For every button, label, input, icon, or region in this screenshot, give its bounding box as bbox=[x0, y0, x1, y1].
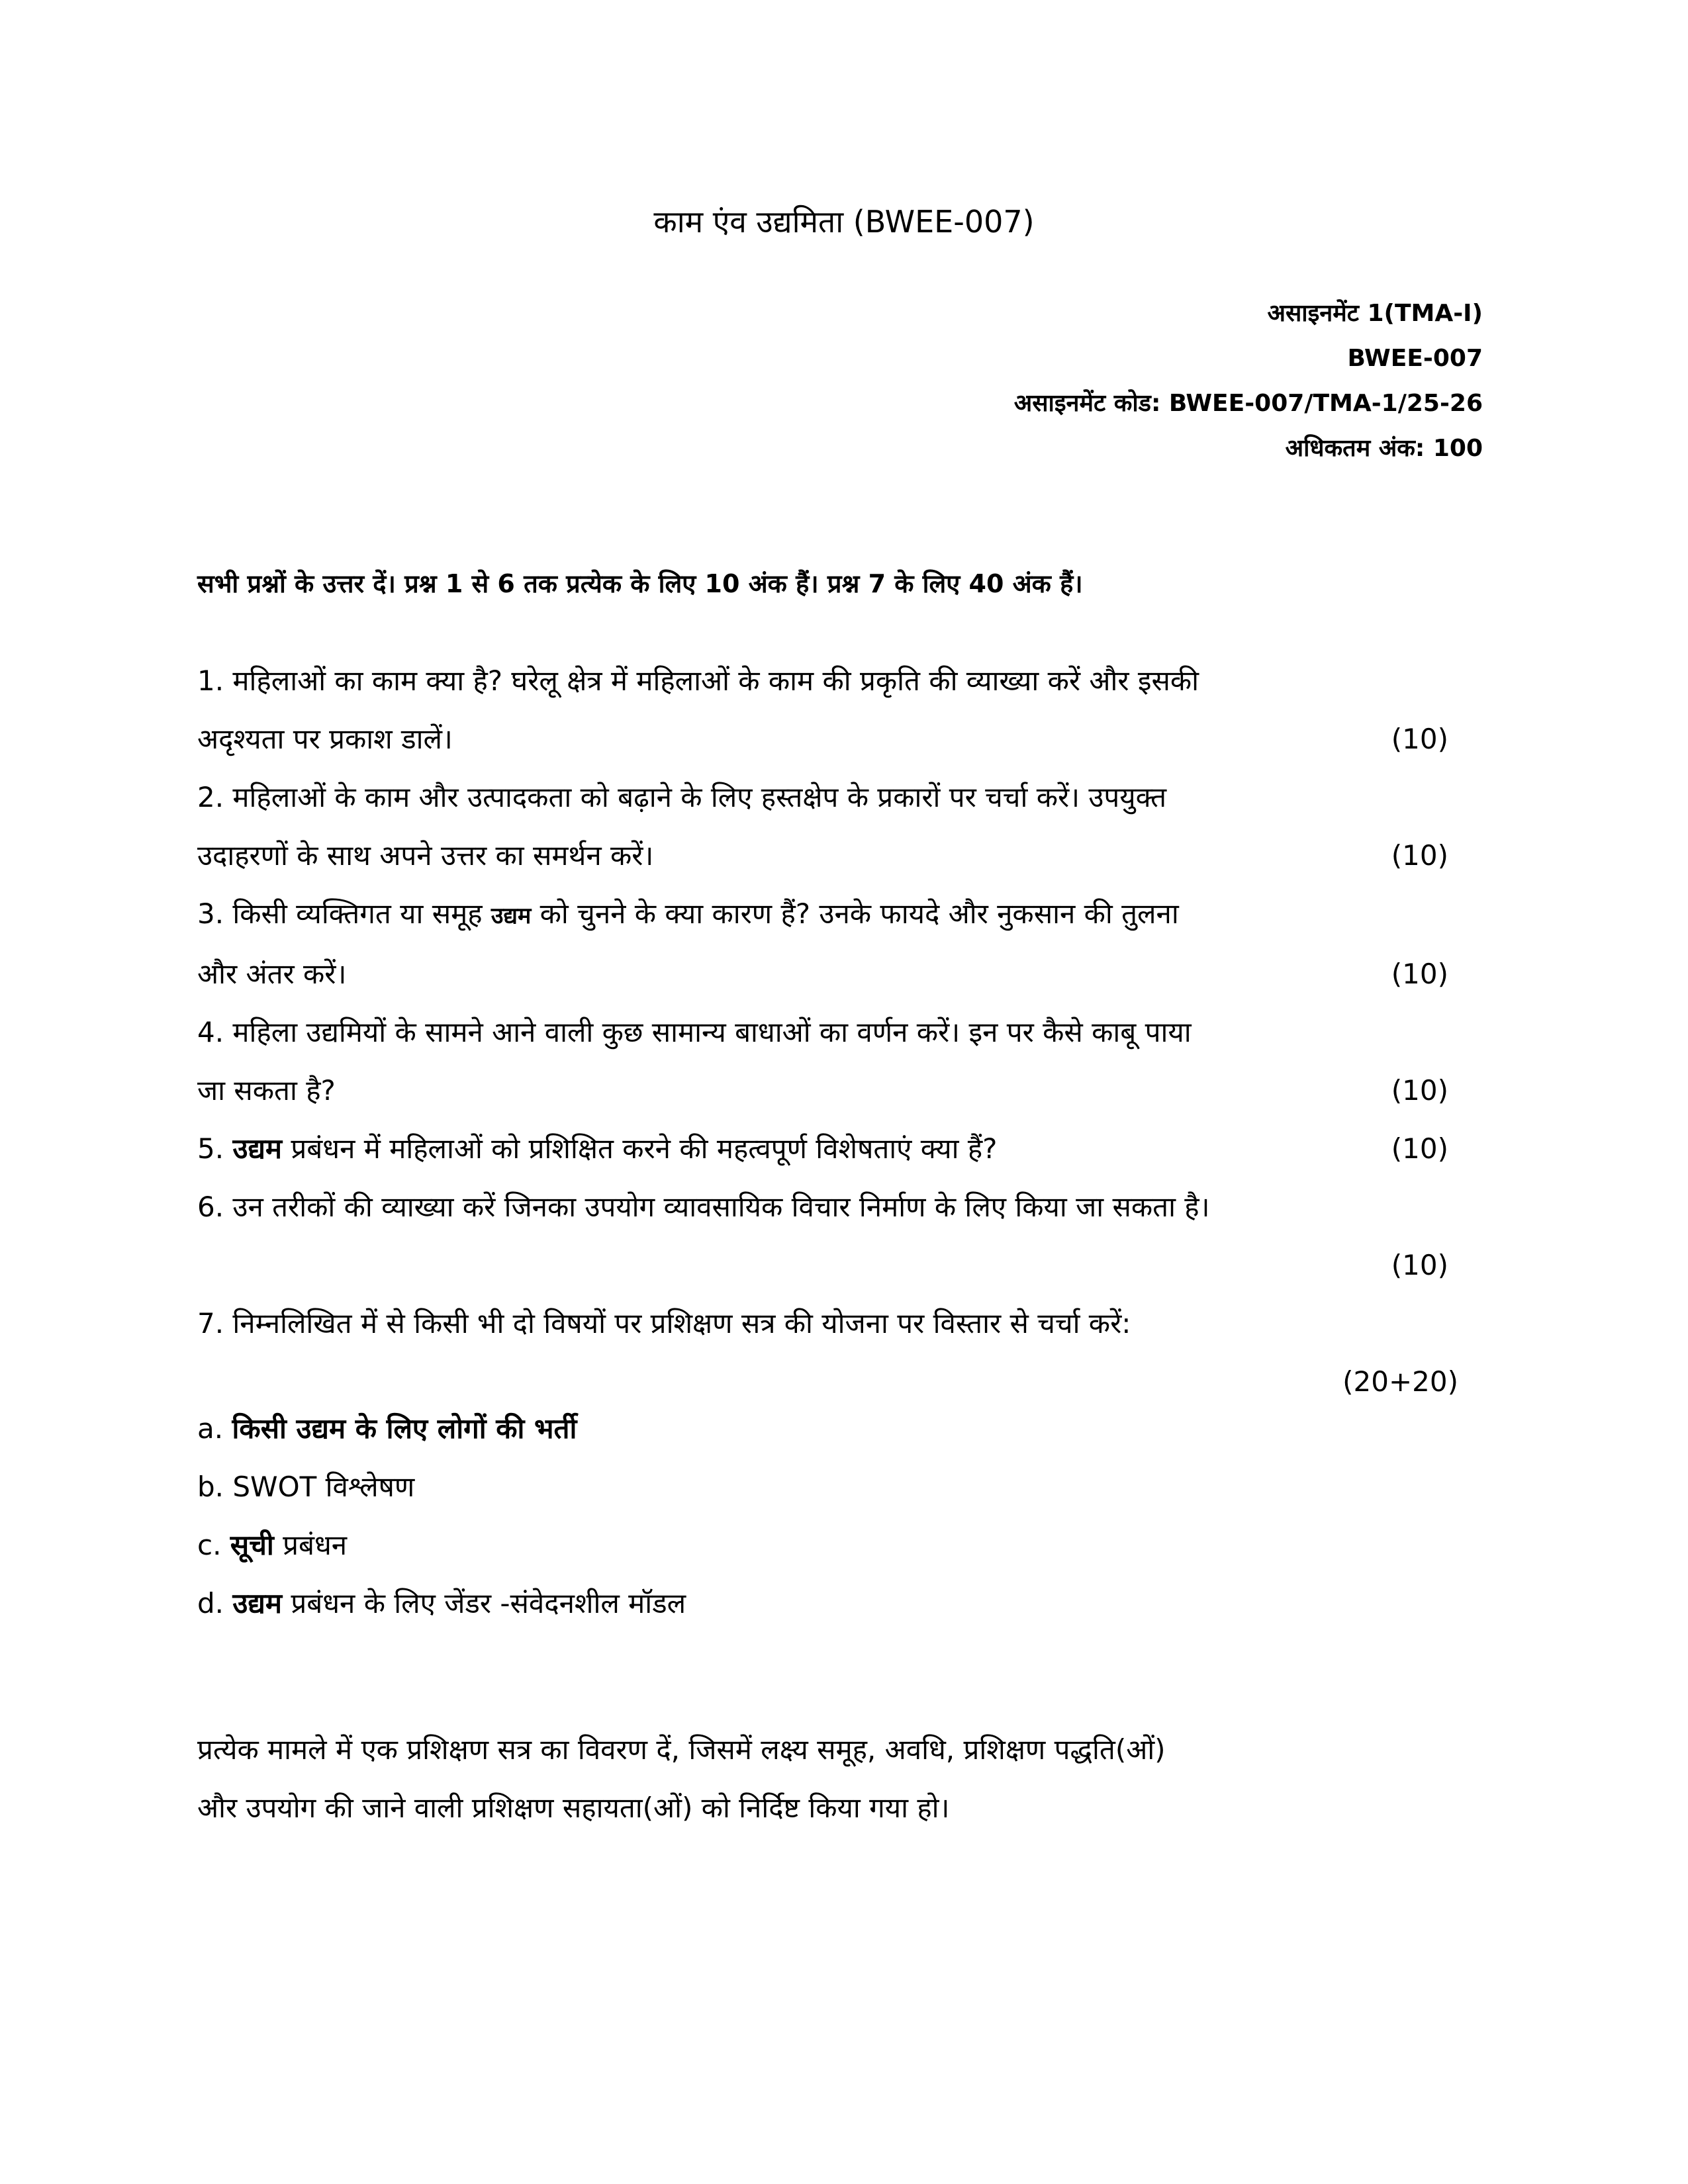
question-text: 3. किसी व्यक्तिगत या समूह उद्यम को चुनने के क्या कारण हैं? उनके फायदे और नुकसान की तुलना bbox=[197, 897, 1179, 930]
course-code: BWEE-007 bbox=[1347, 345, 1483, 372]
question-text: 4. महिला उद्यमियों के सामने आने वाली कुछ सामान्य बाधाओं का वर्णन करें। इन पर कैसे काबू पाया bbox=[197, 1016, 1192, 1048]
document-title: काम एंव उद्यमिता (BWEE-007) bbox=[653, 204, 1035, 240]
assignment-code: असाइनमेंट कोड: BWEE-007/TMA-1/25-26 bbox=[1013, 390, 1483, 417]
assignment-meta bbox=[1014, 291, 1483, 471]
question-marks: (10) bbox=[1391, 958, 1448, 990]
question-1 bbox=[197, 652, 1485, 768]
question-5 bbox=[197, 1120, 1485, 1178]
question-7 bbox=[197, 1295, 1485, 1411]
question-6 bbox=[197, 1178, 1485, 1295]
question-marks: (10) bbox=[1391, 1074, 1448, 1107]
max-marks: अधिकतम अंक: 100 bbox=[1285, 435, 1483, 462]
question-text-continued: जा सकता है? bbox=[197, 1074, 336, 1107]
question-text-continued: अदृश्यता पर प्रकाश डालें। bbox=[197, 723, 453, 755]
footer-line-1: प्रत्येक मामले में एक प्रशिक्षण सत्र का विवरण दें, जिसमें लक्ष्य समूह, अवधि, प्रशिक्षण पद्धति(ओं) bbox=[197, 1733, 1166, 1766]
question-text-continued: और अंतर करें। bbox=[197, 958, 347, 990]
question-text: 2. महिलाओं के काम और उत्पादकता को बढ़ाने के लिए हस्तक्षेप के प्रकारों पर चर्चा करें। उपयुक्त bbox=[197, 781, 1167, 813]
question-list bbox=[197, 652, 1485, 1411]
question-marks: (10) bbox=[1391, 723, 1448, 755]
question-marks: (10) bbox=[1391, 1132, 1448, 1165]
footer-note bbox=[197, 1721, 1166, 1837]
question-text: 6. उन तरीकों की व्याख्या करें जिनका उपयोग व्यावसायिक विचार निर्माण के लिए किया जा सकता है। bbox=[197, 1191, 1210, 1223]
bold-term: उद्यम bbox=[232, 1132, 283, 1165]
question-marks: (20+20) bbox=[1342, 1365, 1458, 1398]
question-marks: (10) bbox=[1391, 839, 1448, 872]
question-4 bbox=[197, 1003, 1485, 1120]
option-c: c. सूची प्रबंधन bbox=[197, 1529, 348, 1561]
bold-term: उद्यम bbox=[491, 903, 532, 929]
option-a: a. किसी उद्यम के लिए लोगों की भर्ती bbox=[197, 1412, 577, 1445]
option-d: d. उद्यम प्रबंधन के लिए जेंडर -संवेदनशील मॉडल bbox=[197, 1587, 686, 1619]
question-2 bbox=[197, 768, 1485, 885]
question-3 bbox=[197, 885, 1485, 1003]
question-text: 5. उद्यम प्रबंधन में महिलाओं को प्रशिक्षित करने की महत्वपूर्ण विशेषताएं क्या हैं? bbox=[197, 1132, 998, 1165]
question-marks: (10) bbox=[1391, 1249, 1448, 1281]
footer-line-2: और उपयोग की जाने वाली प्रशिक्षण सहायता(ओं) को निर्दिष्ट किया गया हो। bbox=[197, 1792, 950, 1824]
topic-options bbox=[197, 1400, 686, 1633]
assignment-number: असाइनमेंट 1(TMA-I) bbox=[1267, 300, 1483, 327]
question-text-continued: उदाहरणों के साथ अपने उत्तर का समर्थन करें। bbox=[197, 839, 654, 872]
instructions: सभी प्रश्नों के उत्तर दें। प्रश्न 1 से 6 तक प्रत्येक के लिए 10 अंक हैं। प्रश्न 7 के लिए 40 अंक हैं। bbox=[197, 569, 1083, 598]
question-text: 1. महिलाओं का काम क्या है? घरेलू क्षेत्र में महिलाओं के काम की प्रकृति की व्याख्या करें और इसकी bbox=[197, 664, 1199, 697]
option-b: b. SWOT विश्लेषण bbox=[197, 1471, 415, 1503]
question-text: 7. निम्नलिखित में से किसी भी दो विषयों पर प्रशिक्षण सत्र की योजना पर विस्तार से चर्चा करें: bbox=[197, 1307, 1131, 1340]
